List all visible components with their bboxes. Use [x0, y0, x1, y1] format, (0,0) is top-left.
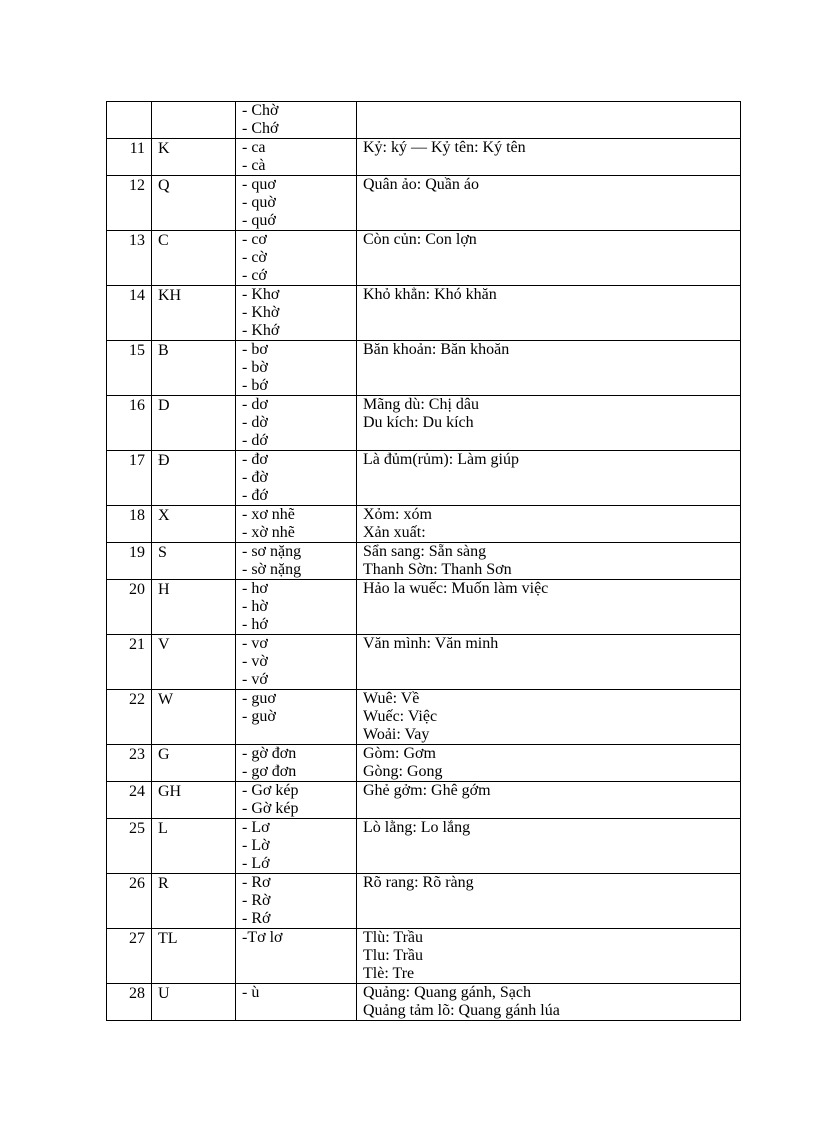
example-cell [357, 984, 741, 1021]
pronunciation-cell [236, 139, 357, 176]
example-line: Là đủm(rủm): Làm giúp [363, 451, 519, 468]
pronunciation-line: - dớ [242, 432, 268, 449]
example-line: Quân ảo: Quần áo [363, 176, 479, 193]
example-cell [357, 396, 741, 451]
pronunciation-cell [236, 984, 357, 1021]
example-line: Còn củn: Con lợn [363, 231, 477, 248]
letter-text: D [158, 397, 170, 414]
pronunciation-line: - Rơ [242, 874, 271, 891]
letter-cell [152, 543, 236, 580]
letter-text: W [158, 691, 174, 708]
row-number [107, 929, 152, 984]
row-number-text: 19 [129, 544, 145, 561]
row-number [107, 819, 152, 874]
pronunciation-line: - gờ đơn [242, 745, 297, 762]
letter-text: U [158, 985, 170, 1002]
letter-text: V [158, 636, 170, 653]
row-number-text: 27 [129, 930, 145, 947]
letter-text: C [158, 232, 169, 249]
pronunciation-line: - Khớ [242, 322, 280, 339]
table-row [107, 874, 741, 929]
pronunciation-line: - ca [242, 139, 266, 156]
row-number-text: 23 [129, 746, 145, 763]
pronunciation-line: - quơ [242, 176, 276, 193]
pronunciation-line: - bơ [242, 341, 268, 358]
row-number-text: 22 [129, 691, 145, 708]
pronunciation-line: - cà [242, 157, 266, 174]
pronunciation-line: - vờ [242, 653, 268, 670]
table-body [107, 102, 741, 1021]
example-cell [357, 782, 741, 819]
table-row [107, 929, 741, 984]
example-line: Tlu: Trầu [363, 947, 424, 964]
letter-cell [152, 231, 236, 286]
example-line: Du kích: Du kích [363, 414, 474, 431]
row-number [107, 231, 152, 286]
example-line: Ghẻ gởm: Ghê gớm [363, 782, 491, 799]
table-row [107, 139, 741, 176]
row-number-text: 24 [129, 783, 145, 800]
letter-cell [152, 929, 236, 984]
pronunciation-cell [236, 819, 357, 874]
table-row [107, 543, 741, 580]
row-number [107, 874, 152, 929]
example-line: Xản xuất: [363, 524, 426, 541]
pronunciation-cell [236, 635, 357, 690]
example-line: Sẩn sang: Sẵn sàng [363, 543, 487, 560]
row-number-text: 14 [129, 287, 145, 304]
pronunciation-cell [236, 874, 357, 929]
row-number-text: 11 [129, 140, 145, 157]
letter-cell [152, 635, 236, 690]
row-number [107, 102, 152, 139]
row-number-text: 18 [129, 507, 145, 524]
table-row [107, 506, 741, 543]
phonetic-table [106, 101, 741, 1021]
example-line: Kỷ: ký — Kỷ tên: Ký tên [363, 139, 526, 156]
pronunciation-cell [236, 231, 357, 286]
letter-cell [152, 341, 236, 396]
example-cell [357, 286, 741, 341]
pronunciation-line: - hờ [242, 598, 268, 615]
row-number [107, 580, 152, 635]
pronunciation-line: - sờ nặng [242, 561, 302, 578]
row-number [107, 690, 152, 745]
letter-text: KH [158, 287, 182, 304]
pronunciation-line: - bờ [242, 359, 268, 376]
example-line: Gòng: Gong [363, 763, 443, 780]
example-cell [357, 874, 741, 929]
letter-text: L [158, 820, 168, 837]
example-cell [357, 506, 741, 543]
letter-text: Đ [158, 452, 170, 469]
example-cell [357, 176, 741, 231]
table-row [107, 745, 741, 782]
row-number-text: 15 [129, 342, 145, 359]
letter-cell [152, 745, 236, 782]
pronunciation-line: - vớ [242, 671, 268, 688]
pronunciation-cell [236, 286, 357, 341]
pronunciation-line: - Gơ kép [242, 782, 299, 799]
example-line: Gòm: Gơm [363, 745, 436, 762]
example-cell [357, 102, 741, 139]
pronunciation-line: - Khờ [242, 304, 280, 321]
pronunciation-line: - Gờ kép [242, 800, 299, 817]
example-line: Thanh Sờn: Thanh Sơn [363, 561, 512, 578]
pronunciation-line: - guơ [242, 690, 276, 707]
example-line: Lò lằng: Lo lắng [363, 819, 471, 836]
pronunciation-line: - đờ [242, 469, 268, 486]
letter-text: B [158, 342, 169, 359]
row-number-text: 28 [129, 985, 145, 1002]
pronunciation-line: - đớ [242, 487, 268, 504]
pronunciation-line: -Tơ lơ [242, 929, 283, 946]
pronunciation-line: - cờ [242, 249, 267, 266]
example-cell [357, 451, 741, 506]
pronunciation-line: - gơ đơn [242, 763, 297, 780]
letter-text: X [158, 507, 170, 524]
pronunciation-cell [236, 506, 357, 543]
pronunciation-line: - quờ [242, 194, 276, 211]
pronunciation-line: - Lờ [242, 837, 270, 854]
pronunciation-line: - cớ [242, 267, 267, 284]
pronunciation-cell [236, 929, 357, 984]
example-cell [357, 635, 741, 690]
letter-text: K [158, 140, 170, 157]
row-number [107, 984, 152, 1021]
row-number [107, 286, 152, 341]
row-number-text: 17 [129, 452, 145, 469]
pronunciation-cell [236, 782, 357, 819]
row-number [107, 745, 152, 782]
pronunciation-cell [236, 396, 357, 451]
example-line: Văn mình: Văn minh [363, 635, 499, 652]
example-line: Băn khoản: Băn khoăn [363, 341, 510, 358]
row-number [107, 506, 152, 543]
letter-text: S [158, 544, 167, 561]
example-cell [357, 341, 741, 396]
example-cell [357, 580, 741, 635]
letter-cell [152, 286, 236, 341]
pronunciation-cell [236, 745, 357, 782]
example-line: Wuê: Về [363, 690, 420, 707]
letter-text: Q [158, 177, 170, 194]
row-number [107, 341, 152, 396]
table-row [107, 231, 741, 286]
row-number [107, 451, 152, 506]
row-number [107, 782, 152, 819]
example-cell [357, 543, 741, 580]
pronunciation-line: - Lơ [242, 819, 270, 836]
letter-text: G [158, 746, 170, 763]
letter-text: GH [158, 783, 182, 800]
table-row [107, 580, 741, 635]
pronunciation-line: - vơ [242, 635, 268, 652]
letter-cell [152, 451, 236, 506]
pronunciation-line: - guờ [242, 708, 276, 725]
letter-cell [152, 396, 236, 451]
row-number-text: 16 [129, 397, 145, 414]
pronunciation-line: - Lớ [242, 855, 270, 872]
row-number-text [113, 103, 145, 121]
table-row [107, 635, 741, 690]
row-number-text: 25 [129, 820, 145, 837]
example-line: Xỏm: xóm [363, 506, 432, 523]
example-line: Wuếc: Việc [363, 708, 438, 725]
letter-cell [152, 782, 236, 819]
row-number [107, 176, 152, 231]
example-line: Woải: Vay [363, 726, 430, 743]
table-row [107, 341, 741, 396]
example-line: Quảng tảm lõ: Quang gánh lúa [363, 1002, 560, 1019]
pronunciation-line: - đơ [242, 451, 268, 468]
example-line: Khỏ khẳn: Khó khăn [363, 286, 497, 303]
letter-cell [152, 506, 236, 543]
table-row [107, 451, 741, 506]
table-row [107, 102, 741, 139]
example-cell [357, 745, 741, 782]
letter-cell [152, 102, 236, 139]
pronunciation-line: - dờ [242, 414, 268, 431]
pronunciation-line: - dơ [242, 396, 268, 413]
pronunciation-cell [236, 690, 357, 745]
pronunciation-cell [236, 580, 357, 635]
pronunciation-line: - bớ [242, 377, 268, 394]
example-line: Tlù: Trầu [363, 929, 424, 946]
letter-cell [152, 176, 236, 231]
pronunciation-line: - Rớ [242, 910, 271, 927]
table-row [107, 286, 741, 341]
letter-cell [152, 139, 236, 176]
table-row [107, 819, 741, 874]
example-line: Hảo la wuếc: Muốn làm việc [363, 580, 549, 597]
letter-cell [152, 984, 236, 1021]
example-line: Quảng: Quang gánh, Sạch [363, 984, 531, 1001]
pronunciation-line: - cơ [242, 231, 267, 248]
pronunciation-line: - Chớ [242, 120, 279, 137]
pronunciation-cell [236, 543, 357, 580]
pronunciation-line: - ù [242, 984, 260, 1001]
row-number [107, 635, 152, 690]
letter-cell [152, 690, 236, 745]
example-cell [357, 139, 741, 176]
pronunciation-cell [236, 341, 357, 396]
pronunciation-line: - sơ nặng [242, 543, 302, 560]
letter-text: H [158, 581, 170, 598]
row-number [107, 139, 152, 176]
pronunciation-line: - Chờ [242, 102, 279, 119]
pronunciation-line: - Khơ [242, 286, 280, 303]
example-cell [357, 929, 741, 984]
row-number-text: 21 [129, 636, 145, 653]
table-row [107, 396, 741, 451]
pronunciation-cell [236, 176, 357, 231]
example-cell [357, 231, 741, 286]
example-line: Tlè: Tre [363, 965, 415, 982]
row-number-text: 13 [129, 232, 145, 249]
example-line: Rõ rang: Rõ ràng [363, 874, 474, 891]
letter-cell [152, 580, 236, 635]
pronunciation-line: - Rờ [242, 892, 271, 909]
row-number-text: 12 [129, 177, 145, 194]
pronunciation-line: - xơ nhẽ [242, 506, 295, 523]
row-number-text: 26 [129, 875, 145, 892]
pronunciation-line: - quớ [242, 212, 276, 229]
letter-text: TL [158, 930, 178, 947]
example-line: Mãng dù: Chị dâu [363, 396, 479, 413]
letter-text: R [158, 875, 169, 892]
row-number [107, 396, 152, 451]
letter-text [158, 103, 229, 121]
pronunciation-line: - hơ [242, 580, 268, 597]
example-cell [357, 819, 741, 874]
pronunciation-cell [236, 451, 357, 506]
example-cell [357, 690, 741, 745]
letter-cell [152, 874, 236, 929]
table-row [107, 690, 741, 745]
row-number-text: 20 [129, 581, 145, 598]
letter-cell [152, 819, 236, 874]
table-row [107, 984, 741, 1021]
row-number [107, 543, 152, 580]
pronunciation-line: - hớ [242, 616, 268, 633]
pronunciation-line: - xờ nhẽ [242, 524, 295, 541]
pronunciation-cell [236, 102, 357, 139]
table-row [107, 782, 741, 819]
table-row [107, 176, 741, 231]
